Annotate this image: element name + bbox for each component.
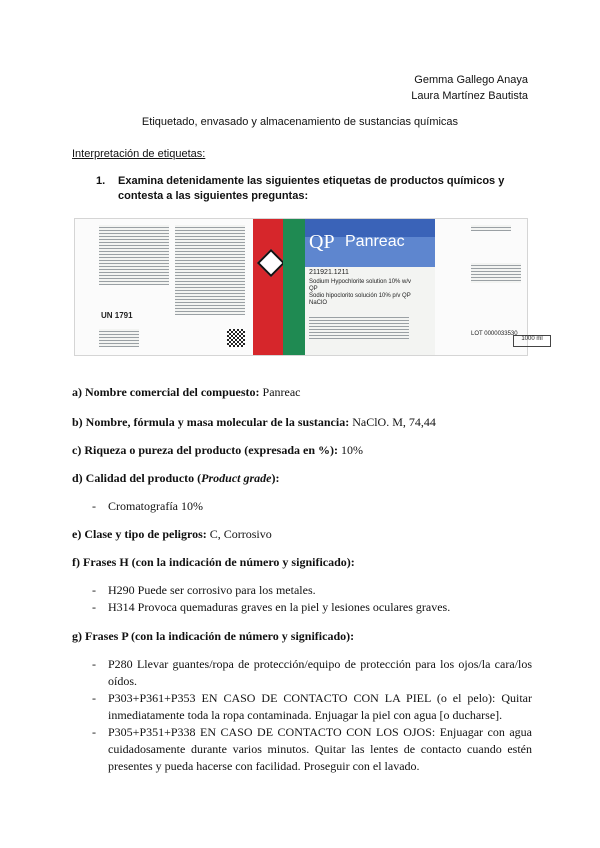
label-brand: Panreac xyxy=(345,233,405,250)
document-title: Etiquetado, envasado y almacenamiento de sustancias químicas xyxy=(141,116,459,128)
authors xyxy=(411,72,528,104)
answer-d: d) Calidad del producto (Product grade): xyxy=(72,471,280,485)
answer-f: f) Frases H (con la indicación de número y significado): xyxy=(72,555,355,569)
answer-c: c) Riqueza o pureza del producto (expresada en %): 10% xyxy=(72,443,363,457)
answer-a: a) Nombre comercial del compuesto: Panreac xyxy=(72,385,301,399)
label-product-text: Sodium Hypochlorite solution 10% w/v QP Sodio hipoclorito solución 10% p/v QP NaClO xyxy=(309,279,412,306)
question-number: 1. xyxy=(96,175,106,187)
section-title: Interpretación de etiquetas: xyxy=(72,148,206,160)
qr-code-icon xyxy=(227,329,245,347)
chemical-label-image xyxy=(74,218,543,356)
label-volume: 1000 ml xyxy=(513,335,551,347)
label-un-number: UN 1791 xyxy=(101,311,133,320)
label-grade: QP xyxy=(309,231,335,253)
label-red-band xyxy=(253,219,283,355)
label-code: 211921.1211 xyxy=(309,269,349,276)
answer-g: g) Frases P (con la indicación de número y significado): xyxy=(72,629,355,643)
question-text: Examina detenidamente las siguientes etiquetas de productos químicos y contesta a las siguientes preguntas: xyxy=(118,175,505,202)
label-lot: LOT 0000033530 xyxy=(471,331,518,337)
author-2: Laura Martínez Bautista xyxy=(411,90,528,102)
answer-b: b) Nombre, fórmula y masa molecular de la sustancia: NaClO. M, 74,44 xyxy=(72,415,436,429)
author-1: Gemma Gallego Anaya xyxy=(414,74,528,86)
label-green-band xyxy=(283,219,305,355)
answer-e: e) Clase y tipo de peligros: C, Corrosivo xyxy=(72,527,272,541)
